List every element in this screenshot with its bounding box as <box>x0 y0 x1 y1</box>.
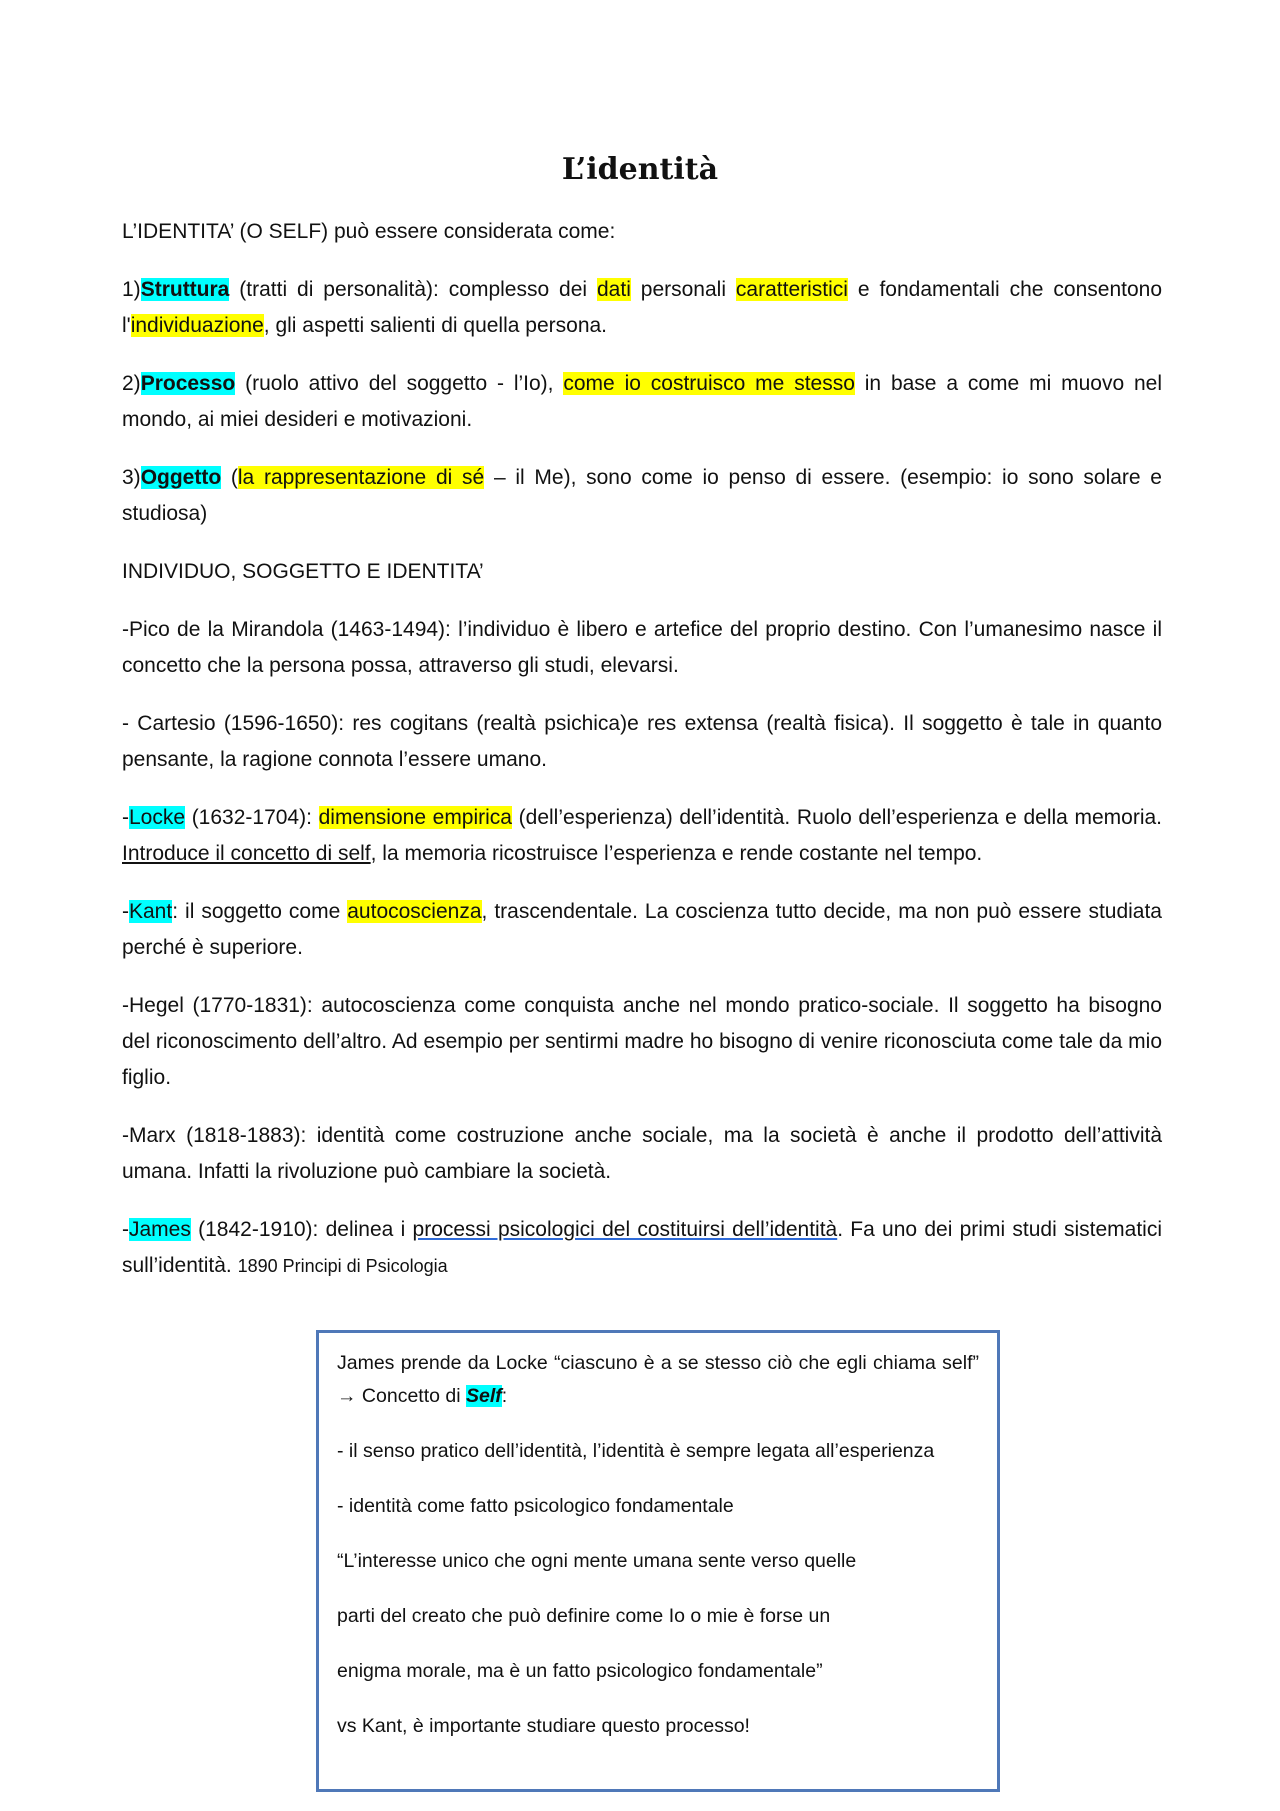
text: (1632-1704): <box>185 806 319 829</box>
text: – il Me), sono come io penso di essere. (esempio: io sono solare e studiosa) <box>122 466 1162 525</box>
definition-structure <box>122 272 1162 344</box>
text: , la memoria ricostruisce l’esperienza e rende costante nel tempo. <box>370 842 983 865</box>
paragraph-locke <box>122 800 1162 872</box>
highlight-individuazione: individuazione <box>130 314 264 337</box>
text: (tratti di personalità): complesso dei <box>229 278 597 301</box>
text: , gli aspetti salienti di quella persona. <box>263 314 608 337</box>
box-quote-line-3: enigma morale, ma è un fatto psicologico fondamentale” <box>337 1660 823 1682</box>
name-kant: Kant <box>129 900 173 923</box>
text: (1842-1910): delinea i <box>190 1218 413 1241</box>
text: (dell’esperienza) dell’identità. Ruolo dell’esperienza e della memoria. <box>512 806 1162 829</box>
underline-processi-psicologici: processi psicologici del costituirsi dell’identità <box>412 1218 838 1241</box>
box-quote-line-2: parti del creato che può definire come Io o mie è forse un <box>337 1605 831 1627</box>
highlight-rappresentazione: la rappresentazione di sé <box>237 466 485 489</box>
text: ( <box>221 466 238 489</box>
intro-paragraph: L’IDENTITA’ (O SELF) può essere considerata come: <box>122 220 616 243</box>
keyword-oggetto: Oggetto <box>140 466 222 489</box>
paragraph-hegel: -Hegel (1770-1831): autocoscienza come conquista anche nel mondo pratico-sociale. Il soggetto ha bisogno del riconoscimento dell’altro. Ad esempio per sentirmi madre ho bisogno di venire riconosciuta come tale da mio figlio. <box>122 994 1162 1089</box>
item-number: 2) <box>122 372 141 395</box>
underline-concetto-self: Introduce il concetto di self <box>122 842 371 865</box>
definition-process <box>122 366 1162 438</box>
section-heading: INDIVIDUO, SOGGETTO E IDENTITA’ <box>122 560 484 583</box>
highlight-autocoscienza: autocoscienza <box>347 900 482 923</box>
text: . Fa uno dei primi studi sistematici sull’identità. <box>122 1218 1162 1277</box>
text: - <box>122 1218 129 1241</box>
text: - <box>122 900 129 923</box>
paragraph-pico: -Pico de la Mirandola (1463-1494): l’individuo è libero e artefice del proprio destino. Con l’umanesimo nasce il concetto che la persona possa, attraverso gli studi, elevarsi. <box>122 618 1162 677</box>
box-intro <box>337 1347 979 1413</box>
keyword-self: Self <box>465 1385 502 1407</box>
text: - <box>122 806 129 829</box>
box-quote-line-1: “L’interesse unico che ogni mente umana sente verso quelle <box>337 1550 857 1572</box>
paragraph-kant <box>122 894 1162 966</box>
text: , trascendentale. La coscienza tutto decide, ma non può essere studiata perché è superiore. <box>122 900 1162 959</box>
text: personali <box>630 278 736 301</box>
item-number: 1) <box>122 278 141 301</box>
text: : il soggetto come <box>172 900 348 923</box>
box-bullet-2: - identità come fatto psicologico fondamentale <box>337 1495 734 1517</box>
paragraph-cartesio: - Cartesio (1596-1650): res cogitans (realtà psichica)e res extensa (realtà fisica). Il soggetto è tale in quanto pensante, la ragione connota l’essere umano. <box>122 712 1162 771</box>
text: James prende da Locke “ciascuno è a se stesso ciò che egli chiama self” → Concetto di <box>337 1352 979 1407</box>
paragraph-james <box>122 1212 1162 1284</box>
name-james: James <box>129 1218 191 1241</box>
paragraph-marx: -Marx (1818-1883): identità come costruzione anche sociale, ma la società è anche il prodotto dell’attività umana. Infatti la rivoluzione può cambiare la società. <box>122 1124 1162 1183</box>
text: in base a come mi muovo nel mondo, ai miei desideri e motivazioni. <box>122 372 1162 431</box>
definition-object <box>122 460 1162 532</box>
highlight-costruisco: come io costruisco me stesso <box>563 372 855 395</box>
keyword-struttura: Struttura <box>140 278 230 301</box>
item-number: 3) <box>122 466 141 489</box>
highlight-dati: dati <box>597 278 631 301</box>
name-locke: Locke <box>129 806 186 829</box>
box-bullet-1: - il senso pratico dell’identità, l’identità è sempre legata all’esperienza <box>337 1440 935 1462</box>
page-title: L’identità <box>561 152 719 187</box>
text: e fondamentali che consentono l' <box>122 278 1162 337</box>
keyword-processo: Processo <box>140 372 236 395</box>
highlight-caratteristici: caratteristici <box>735 278 848 301</box>
document-body <box>122 214 1162 1306</box>
james-self-box <box>316 1330 1000 1792</box>
box-conclusion: vs Kant, è importante studiare questo processo! <box>337 1715 750 1737</box>
reference-principi: 1890 Principi di Psicologia <box>237 1256 448 1276</box>
text: (ruolo attivo del soggetto - l’Io), <box>235 372 564 395</box>
text: : <box>501 1385 508 1407</box>
highlight-dimensione-empirica: dimensione empirica <box>318 806 512 829</box>
